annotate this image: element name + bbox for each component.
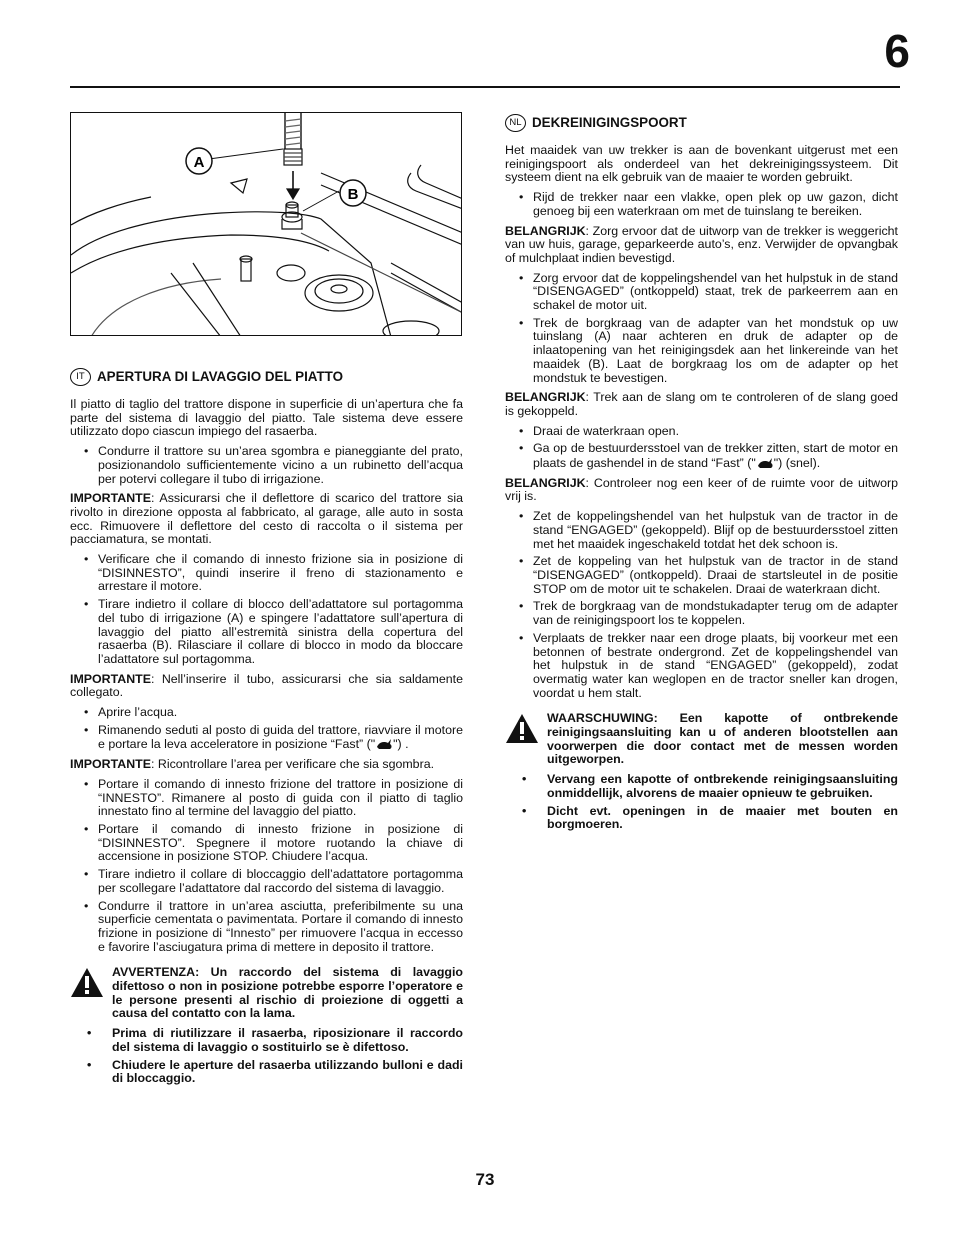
- list-item: • Vervang een kapotte of ontbrekende reinigingsaansluiting onmiddellijk, alvorens de maaier opnieuw te gebruiken.: [522, 772, 898, 800]
- list-item: • Condurre il trattore in un’area asciutta, preferibilmente su una superficie cementata o pavimentata. Portare il comando di innesto frizione in posizione di “Innesto” per rimuovere l’acqua in eccesso e favorire l’asciugatura prima di mettere in deposito il trattore.: [84, 898, 463, 954]
- it-important-2: IMPORTANTE: Nell’inserire il tubo, assicurarsi che sia saldamente collegato.: [70, 671, 463, 700]
- it-steps-1: [70, 445, 463, 486]
- nl-important-3: BELANGRIJK: Controleer nog een keer of de ruimte voor de uitworp vrij is.: [505, 475, 898, 504]
- list-item: • Zet de koppelingshendel van het hulpstuk van de tractor in de stand “ENGAGED” (gekoppeld). Blijf op de bestuurdersstoel zitten met het maaidek ingeschakeld totdat het dek schoon is.: [519, 509, 898, 551]
- deck-inner-edge: [71, 235, 329, 273]
- list-item: • Verplaats de trekker naar een droge plaats, bij voorkeur met een betonnen of bestrate ondergrond. Zet de koppelingshendel van het hulpstuk in de stand “ENGAGED” (gekoppeld), zodat overmatig water kan weglopen en de tractor sneller kan drogen, voordat u hem stalt.: [519, 630, 898, 700]
- nl-important-2: BELANGRIJK: Trek aan de slang om te controleren of de slang goed is gekoppeld.: [505, 390, 898, 418]
- it-language-badge: IT: [70, 368, 91, 386]
- list-item: • Chiudere le aperture del rasaerba utilizzando bulloni e dadi di bloccaggio.: [87, 1057, 463, 1086]
- deck-wash-illustration: [70, 112, 462, 336]
- list-item: • Trek de borgkraag van de adapter van het mondstuk op uw tuinslang (A) naar achteren en druk de adapter op de inlaatopening van het reinigingsdek aan het linkereinde van het maaidek (B). Laat de borgkraag los om de adapter op het mondstuk te bevestigen.: [519, 315, 898, 385]
- italian-section: [70, 368, 463, 1092]
- it-warning-text: AVVERTENZA: Un raccordo del sistema di lavaggio difettoso o non in posizione potrebbe esporre l’operatore e le persone presenti al rischio di proiezione di oggetti a causa del contatto con la lama.: [112, 965, 463, 1021]
- list-item: • Trek de borgkraag van de mondstukadapter terug om de adapter van de reinigingspoort los te koppelen.: [519, 599, 898, 628]
- it-title: APERTURA DI LAVAGGIO DEL PIATTO: [97, 369, 343, 385]
- list-item: • Tirare indietro il collare di bloccaggio dell’adattatore portagomma per scollegare l’adattatore dal raccordo del sistema di lavaggio.: [84, 867, 463, 895]
- nl-warning-text: WAARSCHUWING: Een kapotte of ontbrekende reinigingsaansluiting kan u of anderen blootstellen aan voorwerpen die door contact met de messen worden uitgeworpen.: [547, 711, 898, 767]
- nl-steps-4: [505, 510, 898, 700]
- list-item: • Portare il comando di innesto frizione in posizione di “DISINNESTO”. Spegnere il motore ruotando la chiave di accensione in posizione STOP. Chiudere l’acqua.: [84, 821, 463, 864]
- list-item: • Aprire l’acqua.: [84, 705, 178, 720]
- rabbit-icon: [375, 737, 393, 751]
- list-item: • Tirare indietro il collare di blocco dell’adattatore sul portagomma del tubo di irrigazione (A) e spingere l’adattatore sull’apertura di lavaggio del piatto all’estremità sinistra della copertura del rasaerba (B). Rilasciare il collare di blocco in modo da bloccare l’adattatore sul portagomma.: [84, 597, 463, 666]
- warning-icon: [505, 713, 539, 744]
- frame-rail-upper: [321, 173, 462, 233]
- it-important-3: IMPORTANTE: Ricontrollare l’area per verificare che sia sgombra.: [70, 757, 435, 772]
- nl-heading: [505, 114, 898, 132]
- it-steps-2: [70, 553, 463, 667]
- nl-important-1: BELANGRIJK: Zorg ervoor dat de uitworp van de trekker is weggericht van uw huis, garage, geparkeerde auto’s, enz. Verwijder de opvangbak of mulchplaat indien bevestigd.: [505, 223, 898, 265]
- list-item: • Zorg ervoor dat de koppelingshendel van het hulpstuk in de stand “DISENGAGED” (ontkoppeld) staat, trek de parkeerrem aan en schakel de motor uit.: [519, 270, 898, 313]
- it-steps-3: [70, 706, 463, 752]
- list-item: • Dicht evt. openingen in de maaier met bouten en borgmoeren.: [522, 803, 898, 832]
- list-item: • Portare il comando di innesto frizione del trattore in posizione di “INNESTO”. Rimanere al posto di guida con il piatto di taglio innestato fino al termine del lavaggio del piatto.: [84, 776, 463, 819]
- it-important-1: IMPORTANTE: Assicurarsi che il deflettore di scarico del trattore sia rivolto in direzione opposta al fabbricato, al garage, alle auto in sosta ecc. Rimuovere il deflettore del cesto di raccolta o il sistema per pacciamatura, se montati.: [70, 491, 463, 547]
- it-warning: [70, 966, 463, 1086]
- it-heading: [70, 368, 463, 386]
- list-item: • Prima di riutilizzare il rasaerba, riposizionare il raccordo del sistema di lavaggio o sostituirlo se è difettoso.: [87, 1026, 463, 1054]
- page-number: 73: [475, 1170, 495, 1189]
- list-item: • Condurre il trattore su un’area sgombra e pianeggiante del prato, posizionandolo sufficientemente vicino a un rubinetto dell’acqua per potervi collegare il tubo di irrigazione.: [84, 444, 463, 486]
- callout-b: B: [347, 186, 359, 203]
- callout-a: A: [193, 154, 205, 171]
- list-item: • Rimanendo seduti al posto di guida del trattore, riavviare il motore e portare la leva acceleratore in posizione “Fast” (" ") .: [84, 722, 463, 752]
- it-intro: Il piatto di taglio del trattore dispone in superficie di un’apertura che fa parte del sistema di lavaggio del piatto. Tale sistema deve essere utilizzato dopo ciascun impiego del rasaerba.: [70, 397, 463, 439]
- warning-icon: [70, 967, 104, 998]
- mower-deck-drawing: [71, 113, 462, 336]
- nl-steps-1: [505, 191, 898, 218]
- rabbit-icon: [756, 456, 774, 470]
- list-item: • Ga op de bestuurdersstoel van de trekker zitten, start de motor en plaats de gashendel in de stand “Fast” (" ") (snel).: [519, 441, 898, 471]
- list-item: • Rijd de trekker naar een vlakke, open plek op uw gazon, dicht genoeg bij een waterkraan om met de tuinslang te bereiken.: [519, 190, 898, 218]
- nl-language-badge: NL: [505, 114, 526, 132]
- list-item: • Verificare che il comando di innesto frizione sia in posizione di “DISINNESTO”, quindi inserire il freno di stazionamento e arrestare il motore.: [84, 552, 463, 594]
- nl-warning: [505, 712, 898, 832]
- nl-intro: Het maaidek van uw trekker is aan de bovenkant uitgerust met een reinigingspoort als onderdeel van het dekreinigingssysteem. Dit systeem dient na elk gebruik van de maaier te worden gebruikt.: [505, 143, 898, 185]
- it-steps-4: [70, 778, 463, 954]
- list-item: • Draai de waterkraan open.: [519, 423, 680, 438]
- dutch-section: [505, 114, 898, 838]
- list-item: • Zet de koppeling van het hulpstuk van de tractor in de stand “DISENGAGED” (ontkoppeld). Draai de startsleutel in de positie STOP om de motor uit te schakelen. Draai de waterkraan dicht.: [519, 554, 898, 596]
- nl-steps-3: [505, 425, 898, 471]
- deck-outline: [71, 212, 391, 336]
- nl-title: DEKREINIGINGSPOORT: [532, 115, 687, 131]
- top-divider: [70, 86, 900, 88]
- nl-steps-2: [505, 272, 898, 386]
- chapter-number: 6: [884, 25, 910, 77]
